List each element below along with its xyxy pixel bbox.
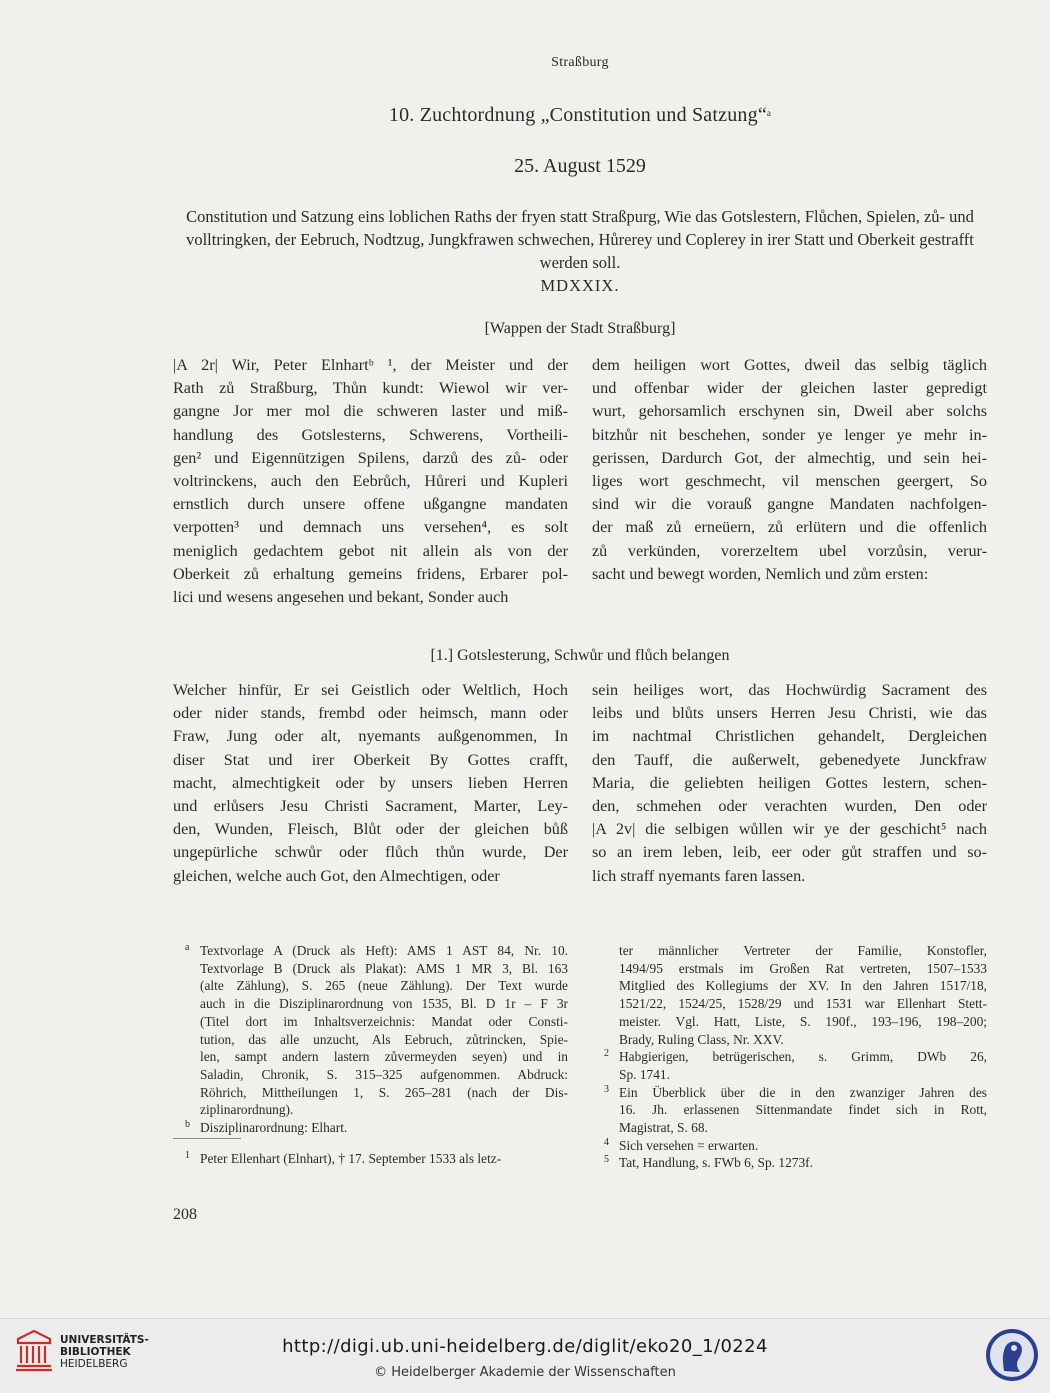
text-line: liges wort geschmecht, vil menschen geergert, So (592, 471, 987, 490)
intro-heading (170, 205, 990, 297)
footnote-marker: a (185, 942, 190, 953)
text-line: zů verkünden, vorerzeltem ubel vorzůsin, verur- (592, 541, 987, 560)
footnote (173, 1150, 568, 1168)
document-title (0, 104, 1050, 127)
text-line: bitzhůr nit beschehen, sonder ye lenger ye mehr in- (592, 425, 987, 444)
text-line: diser Stat und irer Oberkeit By Gottes crafft, (173, 750, 568, 769)
footnotes-right (592, 942, 987, 1172)
text-line: meniglich gedachtem gebot nit allein als von der (173, 541, 568, 560)
footnote-line: Ein Überblick über die in den zwanziger Jahren des (619, 1084, 987, 1100)
text-line: sacht und bewegt worden, Nemlich und zům ersten: (592, 564, 929, 583)
text-line: lich straff nyemants faren lassen. (592, 866, 806, 885)
intro-text: Constitution und Satzung eins loblichen Raths der fryen statt Straßpurg, Wie das Gotslestern, Flůchen, Spielen, zů- und volltringken, der Eebruch, Nodtzug, Jungkfrawen schwechen, Hůrerey und Coplerey in irer Statt und Oberkeit gestrafft werden soll. (186, 207, 974, 272)
text-line: gerissen, Dardurch Got, der almechtig, und sein hei- (592, 448, 987, 467)
title-text: 10. Zuchtordnung „Constitution und Satzung“ (388, 104, 767, 126)
text-line: den, Wunden, Fleisch, Blůt oder der gleichen bůß (173, 820, 568, 839)
footnote-marker: 1 (185, 1150, 190, 1161)
running-head: Straßburg (551, 55, 609, 70)
text-line: |A 2v| die selbigen wůllen wir ye der geschicht⁵ nach (592, 820, 987, 839)
footnote-line: Sp. 1741. (619, 1066, 670, 1082)
footnote (592, 1048, 987, 1083)
text-line: Rath zů Straßburg, Thůn kundt: Wiewol wir ver- (173, 379, 568, 398)
footnote (592, 1154, 987, 1172)
text-line: sind wir die vorauß gangne Mandaten nachfolgen- (592, 495, 987, 514)
footnote-line: Habgierigen, betrügerischen, s. Grimm, DWb 26, (619, 1049, 987, 1065)
page-number: 208 (173, 1206, 197, 1223)
paragraph-1-left-column (173, 354, 568, 609)
footnote-line: 1494/95 erstmals im Großen Rat vertreten, 1507–1533 (619, 960, 987, 976)
text-line: ungepürliche schwůr oder flůch thůn wurde, Der (173, 843, 568, 862)
viewer-footer (0, 1318, 1050, 1393)
text-line: leibs und blůts unsers Herren Jesu Christi, wie das (592, 704, 987, 723)
text-line: und offenbar wider der gleichen laster gepredigt (592, 379, 987, 398)
text-line: und erlůsers Jesu Christi Sacrament, Marter, Ley- (173, 796, 568, 815)
footnote-line: Röhrich, Mittheilungen 1, S. 265–281 (nach der Dis- (200, 1084, 568, 1100)
footnote (173, 1119, 568, 1137)
text-line: wurt, gehorsamlich erschynen sin, Dweil aber solchs (592, 402, 987, 421)
paragraph-2-right-column (592, 679, 987, 888)
footnote-line: 16. Jh. erlassenen Sittenmandate findet sich in Rott, (619, 1102, 987, 1118)
academy-seal-icon[interactable] (984, 1327, 1040, 1383)
permalink-url[interactable]: http://digi.ub.uni-heidelberg.de/diglit/eko20_1/0224 (282, 1336, 768, 1357)
text-line: Oberkeit zů erhaltung gemeins fridens, Erbarer pol- (173, 564, 568, 583)
paragraph-1-right-column (592, 354, 987, 586)
footnote-line: Sich versehen = erwarten. (619, 1137, 759, 1153)
text-line: im nachtmal Christlichen gehandelt, Dergleichen (592, 727, 987, 746)
footnote-line: (Titel dort im Inhaltsverzeichnis: Mandat oder Consti- (200, 1013, 568, 1029)
footnote (173, 942, 568, 1119)
footnote-line: Textvorlage B (Druck als Plakat): AMS 1 MR 3, Bl. 163 (200, 960, 568, 976)
library-name-line-1: UNIVERSITÄTS- (60, 1334, 149, 1346)
footnote-line: Mitglied des Kollegiums der XV. In den Jahren 1517/18, (619, 978, 987, 994)
text-line: verpotten³ und demnach uns versehen⁴, es solt (173, 518, 568, 537)
footnote-line: 1521/22, 1524/25, 1528/29 und 1531 war Ellenhart Stett- (619, 996, 987, 1012)
text-line: Fraw, Jung oder alt, nyemants außgenommen, In (173, 727, 568, 746)
footnote-line: Peter Ellenhart (Elnhart), † 17. September 1533 als letz- (200, 1151, 502, 1166)
footnote-line: Tat, Handlung, s. FWb 6, Sp. 1273f. (619, 1155, 813, 1171)
text-line: ernstlich durch unsere offene ußgangne mandaten (173, 495, 568, 514)
footnote-1 (173, 1150, 568, 1168)
roman-year: MDXXIX. (540, 276, 620, 295)
footnote-marker: b (185, 1119, 190, 1131)
footnote-line: auch in die Disziplinarordnung von 1535, Bl. D 1r – F 3r (200, 996, 568, 1012)
footnote-line: tution, das alle unzucht, Als Eebruch, zůtrincken, Spie- (200, 1031, 568, 1047)
coat-of-arms-note: [Wappen der Stadt Straßburg] (484, 320, 676, 337)
footnotes-left (173, 942, 568, 1137)
footnote-line: meister. Vgl. Hatt, Liste, S. 190f., 193–196, 198–200; (619, 1013, 987, 1029)
text-line: gangne Jor mer mol die schweren laster und miß- (173, 402, 568, 421)
text-line: dem heiligen wort Gottes, dweil das selbig täglich (592, 356, 987, 374)
footnote-line: Brady, Ruling Class, Nr. XXV. (619, 1031, 784, 1047)
document-date: 25. August 1529 (514, 155, 646, 177)
library-name-line-2: BIBLIOTHEK (60, 1346, 131, 1358)
footnote-line: Disziplinarordnung: Elhart. (200, 1120, 348, 1136)
copyright-notice: © Heidelberger Akademie der Wissenschaften (374, 1365, 676, 1380)
text-line: oder nider stands, frembd oder heimsch, mann oder (173, 704, 568, 723)
title-footnote-mark: a (766, 108, 772, 118)
text-line: voltrinckens, auch den Eebrůch, Hůreri und Kupleri (173, 471, 568, 490)
footnote-line: ziplinarordnung). (200, 1102, 294, 1118)
text-line: sein heiliges wort, das Hochwürdig Sacrament des (592, 681, 987, 699)
footnote-line: Magistrat, S. 68. (619, 1120, 708, 1136)
footnote-separator (173, 1138, 241, 1139)
text-line: |A 2r| Wir, Peter Elnhartᵇ ¹, der Meister und der (173, 356, 568, 374)
footnote-line: Saladin, Chronik, S. 315–325 aufgenommen. Abdruck: (200, 1066, 568, 1082)
paragraph-2-left-column (173, 679, 568, 888)
text-line: Welcher hinfür, Er sei Geistlich oder Weltlich, Hoch (173, 681, 568, 699)
footnote-line: len, sampt andern lastern zůvermeyden seyen) und in (200, 1049, 568, 1065)
footnote-marker: 2 (604, 1048, 609, 1060)
library-name-line-3: HEIDELBERG (60, 1358, 128, 1370)
text-line: macht, almechtigkeit oder by unsers lieben Herren (173, 773, 568, 792)
text-line: lici und wesens angesehen und bekant, Sonder auch (173, 587, 509, 606)
footnote-line: Textvorlage A (Druck als Heft): AMS 1 AST 84, Nr. 10. (200, 943, 568, 958)
footnote-line: ter männlicher Vertreter der Familie, Konstofler, (619, 943, 987, 958)
text-line: der maß zů erneüern, zů erlütern und die offenlich (592, 518, 987, 537)
footnote (592, 1137, 987, 1155)
footnote-marker: 3 (604, 1083, 609, 1095)
footnote-marker: 4 (604, 1136, 609, 1148)
text-line: gen² und Eigennützigen Spilens, darzů des zů- oder (173, 448, 568, 467)
footnote (592, 942, 987, 1048)
text-line: den Tauff, die außerwelt, gebenedyete Junckfraw (592, 750, 987, 769)
text-line: handlung des Gotslesterns, Schwerens, Vortheili- (173, 425, 568, 444)
text-line: gleichen, welche auch Got, den Almechtigen, oder (173, 866, 500, 885)
text-line: Maria, die geliebten heiligen Gottes lestern, schen- (592, 773, 987, 792)
text-line: den, schmehen oder verachten wurden, Den oder (592, 796, 987, 815)
text-line: so an irem leben, leib, eer oder gůt straffen und so- (592, 843, 987, 862)
section-heading: [1.] Gotslesterung, Schwůr und flůch belangen (430, 647, 730, 664)
footnote-marker: 5 (604, 1154, 609, 1166)
footnote (592, 1084, 987, 1137)
footnote-line: (alte Zählung), S. 265 (neue Zählung). Der Text wurde (200, 978, 568, 994)
